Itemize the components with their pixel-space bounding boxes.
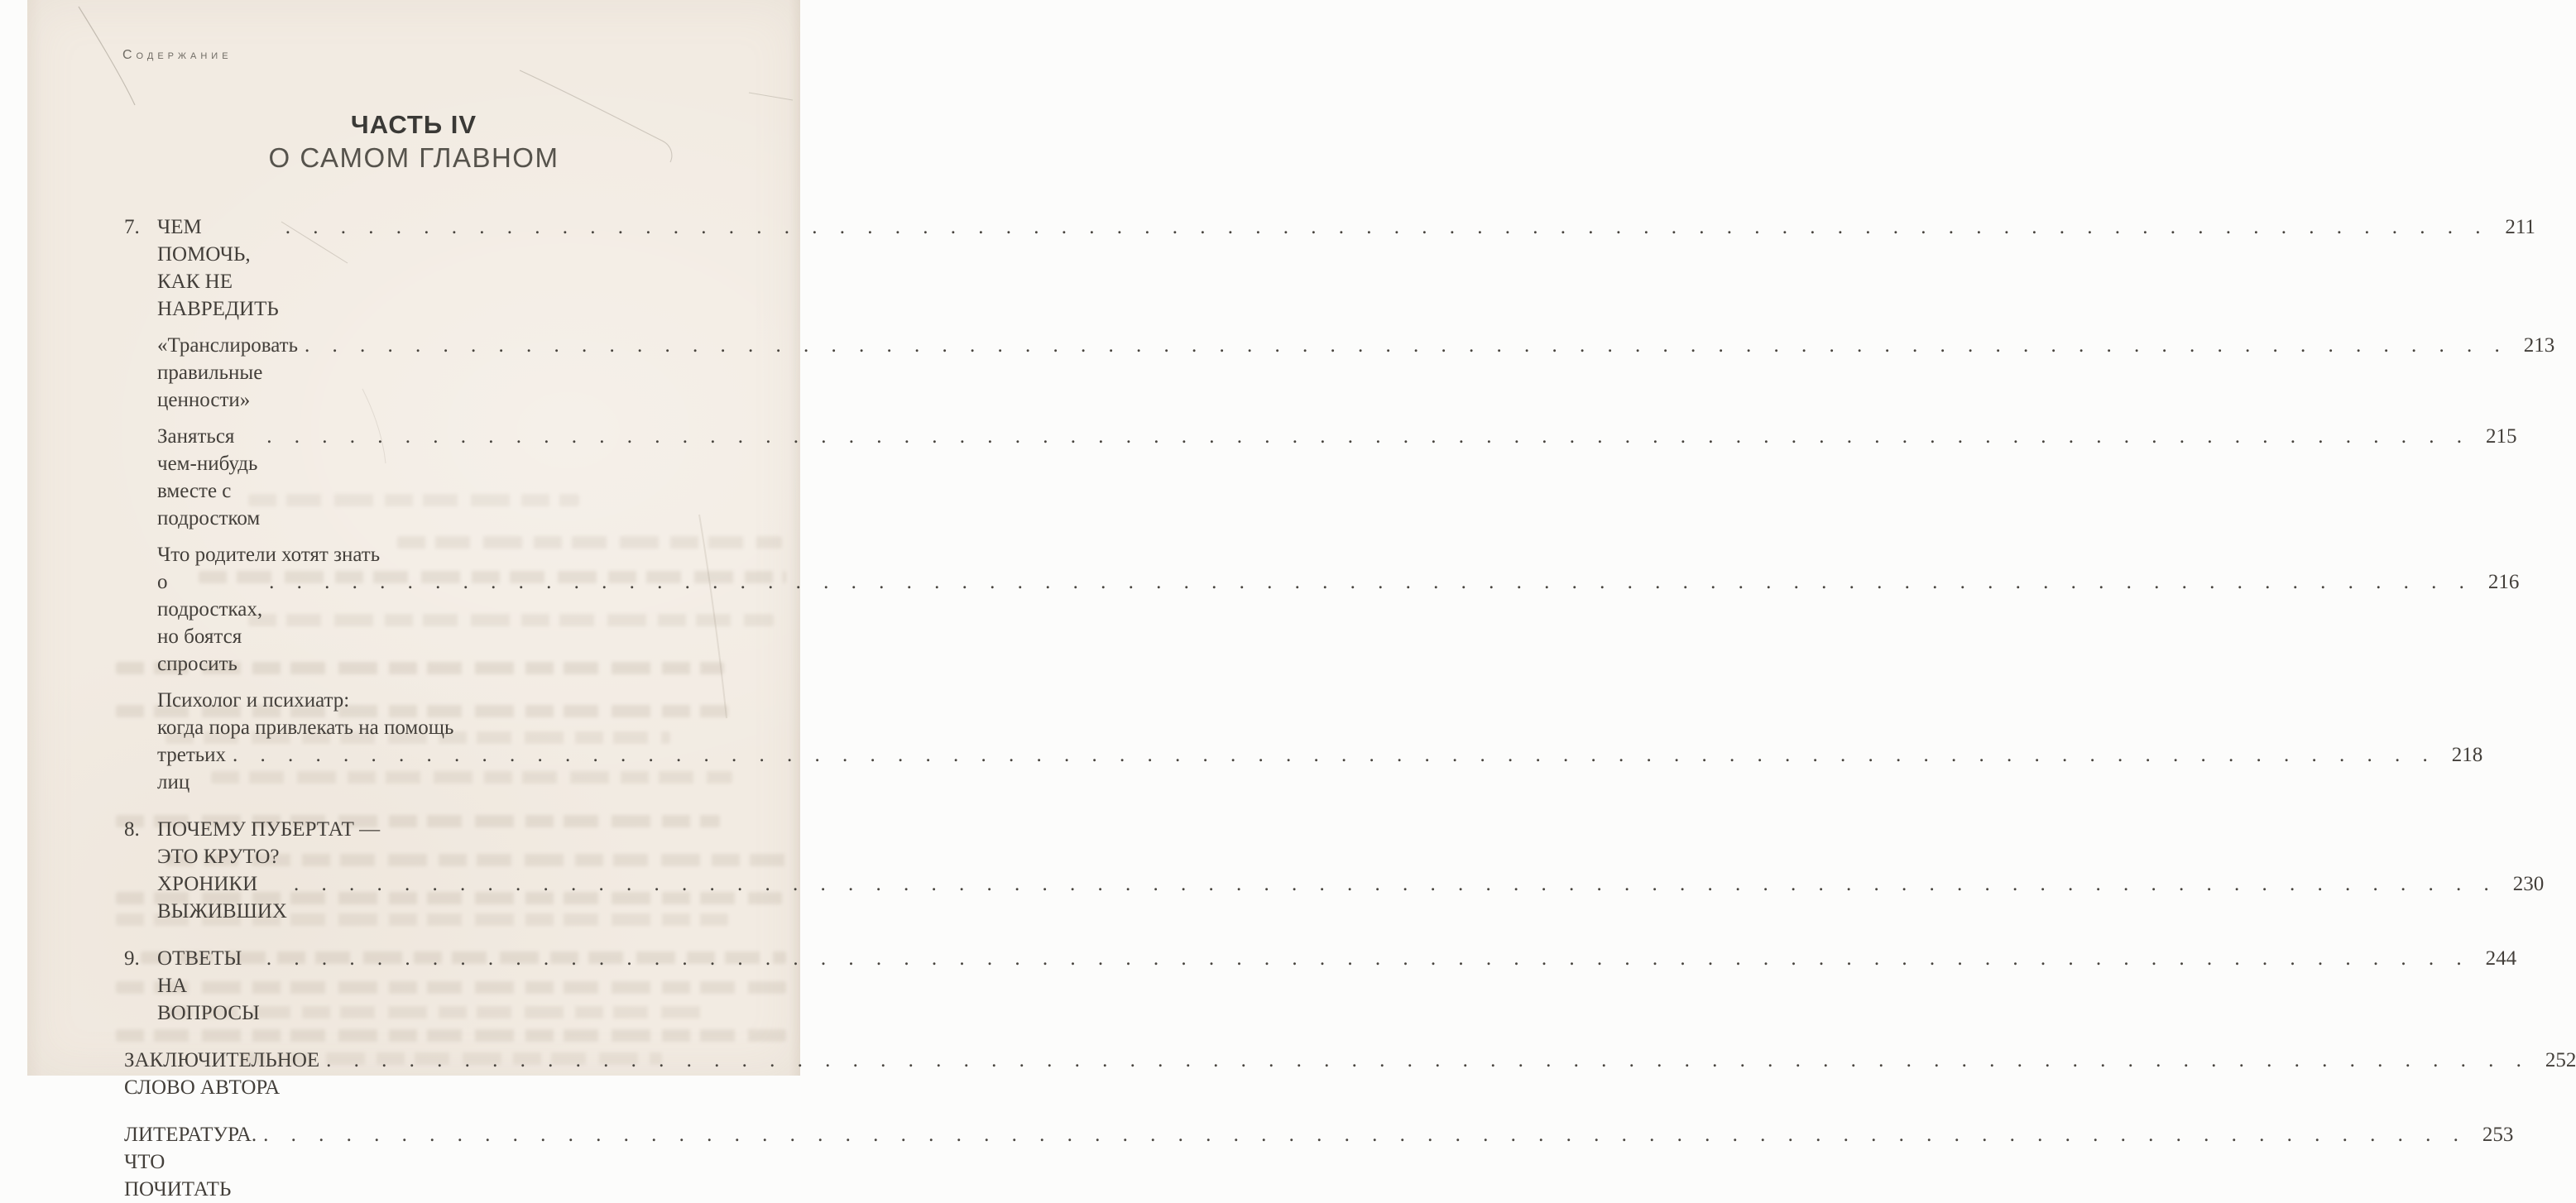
toc-dot-leader: . . . . . . . . . . . . . . . . . . . . . . . . . . . . . . . . . . . . . . . . . . . . . . . . . . . . . . . . . . . . . . . . . . . . . . . . . . . . . . . . [269, 571, 2473, 593]
toc-entry-number: 9. [124, 947, 140, 970]
toc-page-number: 218 [2451, 744, 2483, 766]
toc-row [124, 568, 2520, 678]
toc-row [124, 541, 757, 568]
toc-row [124, 945, 2517, 1027]
toc-entry-title: Что родители хотят знать [157, 544, 381, 566]
toc-row [124, 423, 2517, 532]
toc-page-number: 211 [2505, 216, 2535, 238]
toc-page-number: 216 [2487, 571, 2520, 593]
toc-entry-title: ЗАКЛЮЧИТЕЛЬНОЕ СЛОВО АВТОРА [124, 1049, 320, 1099]
toc-page-number: 252 [2545, 1049, 2576, 1071]
toc-row [124, 1121, 2514, 1203]
toc-row [124, 714, 757, 741]
toc-row [124, 870, 2545, 925]
toc-dot-leader: . . . . . . . . . . . . . . . . . . . . . . . . . . . . . . . . . . . . . . . . . . . . . . . . . . . . . . . . . . . . . . . . . . . . . . . . . . . . . . . . [233, 744, 2437, 766]
toc-dot-leader: . . . . . . . . . . . . . . . . . . . . . . . . . . . . . . . . . . . . . . . . . . . . . . . . . . . . . . . . . . . . . . . . . . . . . . . . . . . . . . . . [326, 1049, 2530, 1071]
toc-row [124, 687, 757, 714]
toc-entry-title: о подростках, но боятся спросить [157, 571, 263, 675]
toc-row [124, 843, 757, 870]
toc-dot-leader: . . . . . . . . . . . . . . . . . . . . . . . . . . . . . . . . . . . . . . . . . . . . . . . . . . . . . . . . . . . . . . . . . . . . . . . . . . . . . . . . [266, 947, 2471, 970]
toc-entry-title: «Транслировать правильные ценности» [157, 334, 298, 411]
toc-page-number: 230 [2512, 873, 2545, 895]
toc-entry-title: ЛИТЕРАТУРА. ЧТО ПОЧИТАТЬ [124, 1124, 257, 1201]
toc-row [124, 213, 2535, 323]
toc-row [124, 816, 757, 843]
part-number: ЧАСТЬ IV [350, 110, 477, 139]
toc-entry-title: ОТВЕТЫ НА ВОПРОСЫ [157, 947, 260, 1024]
toc-page-number: 215 [2486, 425, 2517, 448]
toc-dot-leader: . . . . . . . . . . . . . . . . . . . . . . . . . . . . . . . . . . . . . . . . . . . . . . . . . . . . . . . . . . . . . . . . . . . . . . . . . . . . . . . . [266, 425, 2471, 448]
toc-entry-title: ЭТО КРУТО? [157, 846, 280, 868]
toc-entry-title: ПОЧЕМУ ПУБЕРТАТ — [157, 818, 381, 841]
toc-row [124, 741, 2483, 796]
book-page [27, 0, 2576, 1201]
toc-dot-leader: . . . . . . . . . . . . . . . . . . . . . . . . . . . . . . . . . . . . . . . . . . . . . . . . . . . . . . . . . . . . . . . . . . . . . . . . . . . . . . . . [293, 873, 2498, 895]
toc-entry-number: 7. [124, 216, 140, 238]
toc-dot-leader: . . . . . . . . . . . . . . . . . . . . . . . . . . . . . . . . . . . . . . . . . . . . . . . . . . . . . . . . . . . . . . . . . . . . . . . . . . . . . . . . [285, 216, 2489, 238]
toc-page-number: 213 [2523, 334, 2555, 357]
toc-page-number: 253 [2482, 1124, 2514, 1146]
toc-row [124, 1047, 2576, 1101]
toc-entry-title: когда пора привлекать на помощь [157, 717, 454, 739]
toc-entry-title: Психолог и психиатр: [157, 689, 350, 712]
toc-row [124, 332, 2555, 414]
toc-page-number: 244 [2485, 947, 2517, 970]
table-of-contents [124, 213, 2576, 1203]
toc-entry-title: ХРОНИКИ ВЫЖИВШИХ [157, 873, 287, 923]
toc-dot-leader: . . . . . . . . . . . . . . . . . . . . . . . . . . . . . . . . . . . . . . . . . . . . . . . . . . . . . . . . . . . . . . . . . . . . . . . . . . . . . . . . [263, 1124, 2468, 1146]
toc-entry-number: 8. [124, 818, 140, 841]
toc-entry-title: третьих лиц [157, 744, 227, 793]
running-head: Содержание [122, 48, 233, 62]
part-title-block [27, 110, 800, 175]
toc-entry-title: ЧЕМ ПОМОЧЬ, КАК НЕ НАВРЕДИТЬ [157, 216, 279, 320]
part-name: О САМОМ ГЛАВНОМ [268, 142, 559, 173]
toc-dot-leader: . . . . . . . . . . . . . . . . . . . . . . . . . . . . . . . . . . . . . . . . . . . . . . . . . . . . . . . . . . . . . . . . . . . . . . . . . . . . . . . . [305, 334, 2509, 357]
toc-entry-title: Заняться чем-нибудь вместе с подростком [157, 425, 261, 530]
